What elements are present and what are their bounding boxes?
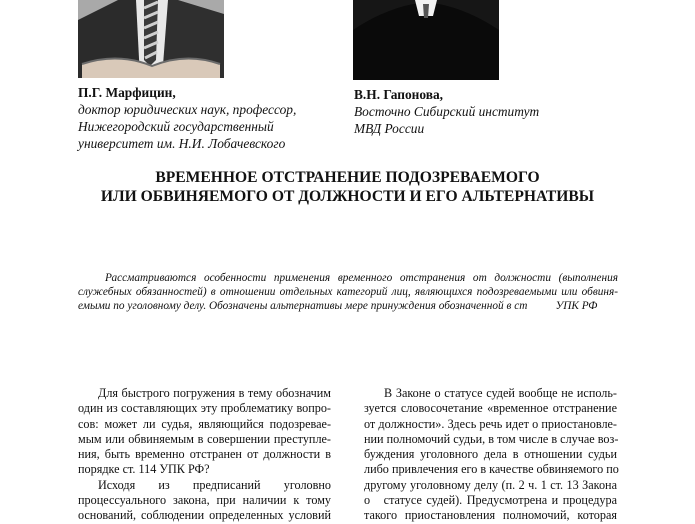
body-right-line: от должности». Здесь речь идет о приостановле- [364, 416, 617, 431]
body-left-line: ния, быть временно отстранен от должности в [78, 447, 331, 462]
abstract-line-3: емыми по уголовному делу. Обозначены альтернативы мере принуждения обозначенной в ст УПК РФ [78, 300, 598, 312]
author-right-name: В.Н. Гапонова, [354, 87, 444, 102]
article-title-line-1: ВРЕМЕННОЕ ОТСТРАНЕНИЕ ПОДОЗРЕВАЕМОГО [155, 169, 540, 186]
author-left-name: П.Г. Марфицин, [78, 85, 176, 100]
author-right-affiliation-2: МВД России [354, 121, 425, 136]
abstract-line-1: Рассматриваются особенности применения временного отстранения от должности (выполнения [105, 272, 618, 284]
body-column-right [364, 386, 617, 524]
author-photo-left [78, 0, 224, 78]
body-right-line: о статусе судей). Предусмотрена и процедура [364, 493, 617, 508]
body-left-line: оснований, соблюдении определенных условий [78, 508, 331, 523]
body-left-line: Исходя из предписаний уголовно [98, 477, 331, 492]
author-right [354, 86, 539, 137]
article-title-line-2: ИЛИ ОБВИНЯЕМОГО ОТ ДОЛЖНОСТИ И ЕГО АЛЬТЕРНАТИВЫ [100, 188, 595, 205]
author-left-affiliation-3: университет им. Н.И. Лобачевского [78, 136, 286, 151]
body-right-line: другому уголовному делу (п. 2 ч. 1 ст. 13 Закона [364, 477, 617, 492]
body-right-line: В Законе о статусе судей вообще не исполь- [384, 386, 617, 400]
author-photo-right [353, 0, 499, 80]
body-right-line: либо привлечения его в качестве обвиняемого по [364, 462, 619, 477]
body-column-left [78, 386, 331, 524]
body-left-line: один из составляющих эту проблематику вопро- [78, 401, 331, 416]
author-left-affiliation-2: Нижегородский государственный [78, 119, 274, 134]
body-left-line: Для быстрого погружения в тему обозначим [98, 386, 331, 400]
body-left-line: порядке ст. 114 УПК РФ? [78, 462, 210, 477]
body-right-line: такого приостановления полномочий, которая [364, 508, 617, 523]
body-left-line: сов: может ли судья, являющийся подозревае- [78, 416, 331, 431]
abstract-line-2: служебных обязанностей) в отношении отдельных категорий лиц, являющихся подозреваемыми или обвиня- [78, 286, 618, 298]
body-left-line: мым или обвиняемым в совершении преступле- [78, 431, 331, 446]
author-right-affiliation-1: Восточно Сибирский институт [354, 104, 540, 119]
body-right-line: нии полномочий судьи, в том числе в случае воз- [364, 431, 619, 446]
author-left [78, 84, 296, 152]
body-left-line: процессуального закона, при наличии к тому [78, 493, 331, 508]
body-right-line: буждения уголовного дела в отношении судьи [364, 447, 617, 462]
body-right-line: зуется словосочетание «временное отстранение [364, 401, 617, 416]
author-left-affiliation-1: доктор юридических наук, профессор, [78, 102, 297, 117]
